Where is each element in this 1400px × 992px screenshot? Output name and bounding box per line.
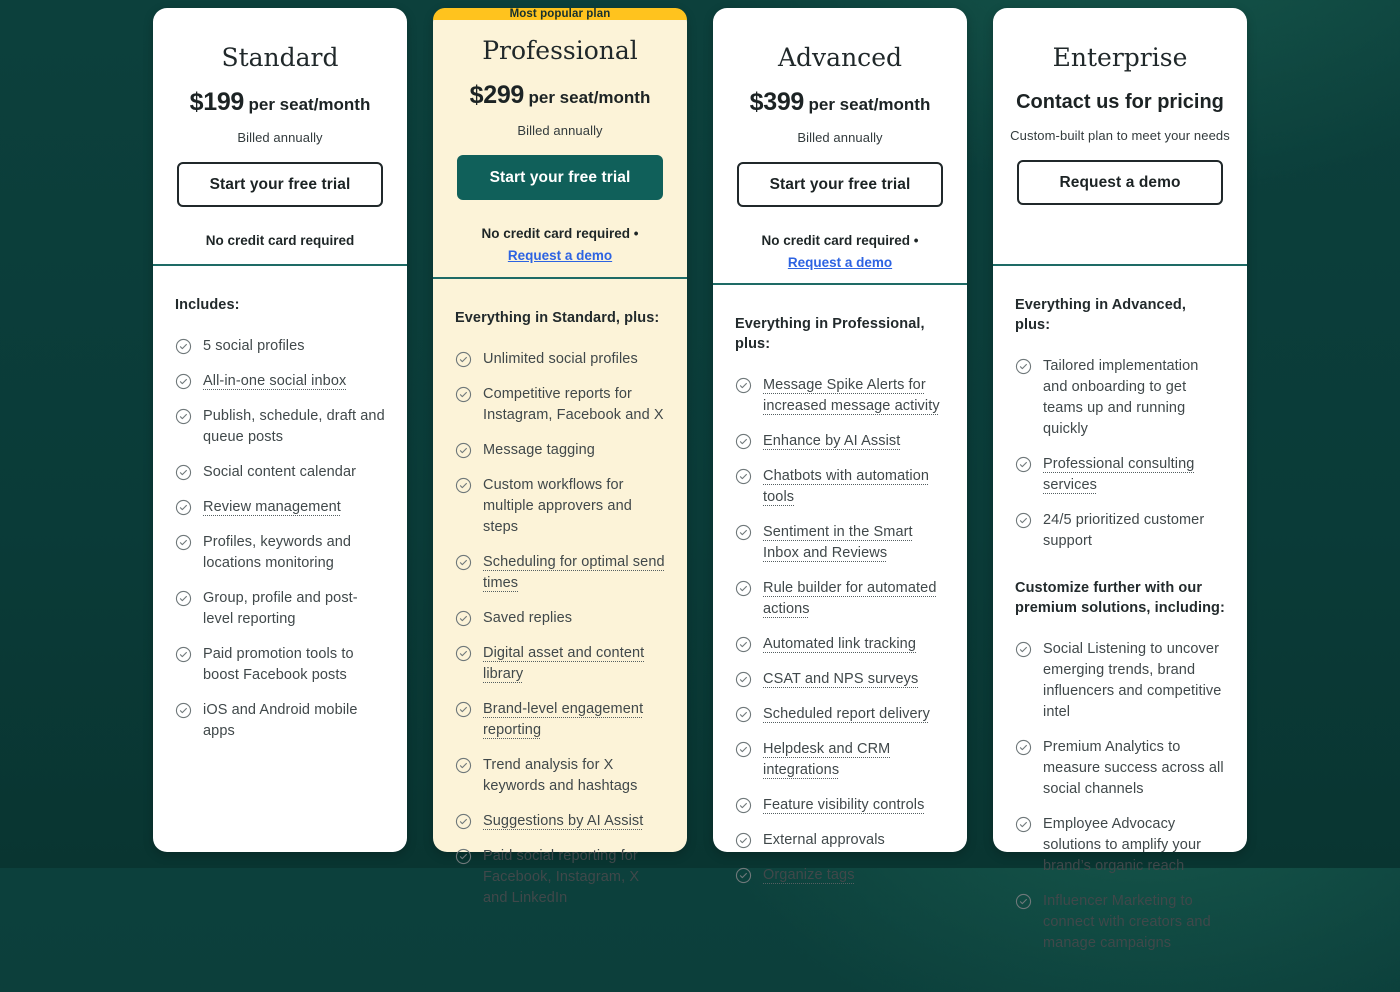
- check-circle-icon: [175, 464, 192, 483]
- feature-term-tooltip[interactable]: CSAT and NPS surveys: [763, 671, 919, 687]
- feature-term-tooltip[interactable]: Feature visibility controls: [763, 797, 925, 813]
- feature-item: [735, 795, 945, 816]
- contact-pricing-label: Contact us for pricing: [1016, 91, 1224, 113]
- feature-item: [175, 497, 385, 518]
- billing-note: Billed annually: [237, 130, 323, 145]
- start-free-trial-button[interactable]: Start your free trial: [177, 162, 383, 207]
- price-suffix: per seat/month: [528, 88, 651, 107]
- feature-item: [735, 466, 945, 508]
- feature-item: [735, 669, 945, 690]
- feature-item: [455, 384, 665, 426]
- professional-header: [433, 20, 687, 279]
- premium-solutions-header: Customize further with our premium solutions, including:: [1015, 580, 1225, 616]
- feature-item: [735, 865, 945, 886]
- no-credit-card-note: No credit card required •: [481, 226, 639, 241]
- feature-item: [455, 643, 665, 685]
- enterprise-header: [993, 8, 1247, 266]
- feature-term-tooltip[interactable]: All-in-one social inbox: [203, 373, 347, 389]
- start-free-trial-button[interactable]: Start your free trial: [457, 155, 663, 200]
- check-circle-icon: [455, 813, 472, 832]
- feature-list: [455, 349, 665, 909]
- feature-item: [735, 431, 945, 452]
- feature-item: [175, 532, 385, 574]
- check-circle-icon: [1015, 456, 1032, 496]
- feature-term-tooltip[interactable]: Review management: [203, 499, 341, 515]
- features-header: Everything in Advanced, plus:: [1015, 297, 1186, 333]
- feature-term-tooltip[interactable]: Suggestions by AI Assist: [483, 813, 644, 829]
- check-circle-icon: [455, 477, 472, 538]
- feature-item: [455, 475, 665, 538]
- plan-title: Standard: [221, 43, 339, 72]
- feature-item: [455, 552, 665, 594]
- check-circle-icon: [455, 701, 472, 741]
- feature-list: [735, 375, 945, 886]
- features-header: Everything in Professional, plus:: [735, 316, 925, 352]
- feature-text: Custom workflows for multiple approvers and steps: [483, 477, 632, 535]
- feature-term-tooltip[interactable]: Sentiment in the Smart Inbox and Reviews: [763, 524, 913, 561]
- feature-text: Unlimited social profiles: [483, 351, 638, 367]
- enterprise-features: [993, 266, 1247, 992]
- most-popular-badge: Most popular plan: [433, 8, 687, 20]
- feature-item: [735, 704, 945, 725]
- feature-item: [455, 699, 665, 741]
- feature-text: Competitive reports for Instagram, Facebook and X: [483, 386, 664, 423]
- feature-text: Saved replies: [483, 610, 573, 626]
- feature-item: [175, 462, 385, 483]
- feature-item: [455, 846, 665, 909]
- feature-item: [1015, 356, 1225, 440]
- check-circle-icon: [735, 377, 752, 417]
- feature-item: [1015, 639, 1225, 723]
- features-header: Includes:: [175, 297, 240, 313]
- check-circle-icon: [455, 848, 472, 909]
- feature-text: Message tagging: [483, 442, 595, 458]
- check-circle-icon: [455, 442, 472, 461]
- feature-item: [175, 700, 385, 742]
- feature-text: Social content calendar: [203, 464, 357, 480]
- feature-item: [1015, 891, 1225, 954]
- no-credit-card-note: No credit card required •: [761, 233, 919, 248]
- check-circle-icon: [455, 645, 472, 685]
- start-free-trial-button[interactable]: Start your free trial: [737, 162, 943, 207]
- feature-text: Employee Advocacy solutions to amplify your brand’s organic reach: [1043, 816, 1202, 874]
- plan-title: Advanced: [778, 43, 902, 72]
- feature-term-tooltip[interactable]: Helpdesk and CRM integrations: [763, 741, 891, 778]
- plan-card-advanced: [713, 8, 967, 883]
- feature-item: [735, 830, 945, 851]
- feature-item: [1015, 737, 1225, 800]
- feature-text: Publish, schedule, draft and queue posts: [203, 408, 385, 445]
- feature-text: External approvals: [763, 832, 885, 848]
- feature-term-tooltip[interactable]: Scheduling for optimal send times: [483, 554, 665, 591]
- standard-features: [153, 266, 407, 780]
- check-circle-icon: [1015, 893, 1032, 954]
- feature-text: Premium Analytics to measure success across all social channels: [1043, 739, 1224, 797]
- check-circle-icon: [175, 590, 192, 630]
- request-demo-link[interactable]: Request a demo: [787, 255, 893, 270]
- plan-title: Enterprise: [1052, 43, 1188, 72]
- check-circle-icon: [455, 386, 472, 426]
- feature-term-tooltip[interactable]: Digital asset and content library: [483, 645, 645, 682]
- check-circle-icon: [735, 580, 752, 620]
- feature-term-tooltip[interactable]: Message Spike Alerts for increased message activity: [763, 377, 940, 414]
- price-amount: $199: [189, 88, 245, 116]
- billing-note: Billed annually: [517, 123, 603, 138]
- feature-text: Paid social reporting for Facebook, Instagram, X and LinkedIn: [483, 848, 640, 906]
- feature-item: [455, 608, 665, 629]
- no-credit-card-note: No credit card required: [205, 233, 355, 248]
- price-amount: $299: [469, 81, 525, 109]
- check-circle-icon: [1015, 641, 1032, 723]
- check-circle-icon: [175, 499, 192, 518]
- check-circle-icon: [735, 741, 752, 781]
- feature-text: Influencer Marketing to connect with creators and manage campaigns: [1043, 893, 1211, 951]
- feature-text: Social Listening to uncover emerging trends, brand influencers and competitive intel: [1043, 641, 1222, 720]
- feature-item: [175, 336, 385, 357]
- check-circle-icon: [735, 797, 752, 816]
- feature-text: Profiles, keywords and locations monitoring: [203, 534, 352, 571]
- feature-text: Trend analysis for X keywords and hashtags: [483, 757, 638, 794]
- advanced-features: [713, 285, 967, 924]
- custom-plan-note: Custom-built plan to meet your needs: [1010, 128, 1230, 143]
- feature-term-tooltip[interactable]: Professional consulting services: [1043, 456, 1195, 493]
- feature-term-tooltip[interactable]: Rule builder for automated actions: [763, 580, 937, 617]
- feature-term-tooltip[interactable]: Chatbots with automation tools: [763, 468, 930, 505]
- check-circle-icon: [735, 832, 752, 851]
- check-circle-icon: [1015, 358, 1032, 440]
- feature-item: [1015, 454, 1225, 496]
- check-circle-icon: [175, 338, 192, 357]
- feature-list: [175, 336, 385, 742]
- check-circle-icon: [735, 636, 752, 655]
- price-row: [190, 87, 371, 121]
- feature-term-tooltip[interactable]: Scheduled report delivery: [763, 706, 930, 722]
- request-demo-button[interactable]: Request a demo: [1017, 160, 1223, 205]
- check-circle-icon: [175, 646, 192, 686]
- feature-text: Paid promotion tools to boost Facebook posts: [203, 646, 354, 683]
- feature-item: [175, 406, 385, 448]
- feature-list: [1015, 639, 1225, 954]
- check-circle-icon: [735, 524, 752, 564]
- features-header: Everything in Standard, plus:: [455, 310, 660, 326]
- price-row: [470, 80, 651, 114]
- advanced-header: [713, 8, 967, 285]
- check-circle-icon: [735, 433, 752, 452]
- feature-item: [735, 375, 945, 417]
- feature-item: [735, 634, 945, 655]
- check-circle-icon: [1015, 512, 1032, 552]
- check-circle-icon: [735, 468, 752, 508]
- feature-text: 5 social profiles: [203, 338, 305, 354]
- feature-list: [1015, 356, 1225, 552]
- professional-features: [433, 279, 687, 947]
- feature-item: [455, 349, 665, 370]
- check-circle-icon: [175, 702, 192, 742]
- check-circle-icon: [175, 534, 192, 574]
- feature-term-tooltip[interactable]: Organize tags: [763, 867, 855, 883]
- check-circle-icon: [1015, 739, 1032, 800]
- price-suffix: per seat/month: [248, 95, 371, 114]
- feature-item: [455, 811, 665, 832]
- price-amount: $399: [749, 88, 805, 116]
- price-row: [1016, 87, 1224, 119]
- feature-item: [455, 755, 665, 797]
- plan-card-professional: [433, 8, 687, 906]
- feature-text: 24/5 prioritized customer support: [1043, 512, 1205, 549]
- check-circle-icon: [455, 351, 472, 370]
- feature-item: [175, 371, 385, 392]
- price-row: [750, 87, 931, 121]
- plan-title: Professional: [482, 36, 638, 65]
- feature-term-tooltip[interactable]: Enhance by AI Assist: [763, 433, 901, 449]
- check-circle-icon: [455, 757, 472, 797]
- feature-text: iOS and Android mobile apps: [203, 702, 358, 739]
- request-demo-link[interactable]: Request a demo: [507, 248, 613, 263]
- feature-text: Tailored implementation and onboarding to get teams up and running quickly: [1043, 358, 1199, 437]
- plan-card-enterprise: [993, 8, 1247, 951]
- feature-term-tooltip[interactable]: Automated link tracking: [763, 636, 917, 652]
- feature-item: [1015, 510, 1225, 552]
- check-circle-icon: [455, 554, 472, 594]
- price-suffix: per seat/month: [808, 95, 931, 114]
- feature-item: [735, 739, 945, 781]
- feature-item: [735, 578, 945, 620]
- feature-item: [455, 440, 665, 461]
- billing-note: Billed annually: [797, 130, 883, 145]
- check-circle-icon: [735, 867, 752, 886]
- plan-card-standard: [153, 8, 407, 852]
- check-circle-icon: [175, 373, 192, 392]
- check-circle-icon: [455, 610, 472, 629]
- feature-term-tooltip[interactable]: Brand-level engagement reporting: [483, 701, 644, 738]
- feature-item: [735, 522, 945, 564]
- check-circle-icon: [735, 671, 752, 690]
- feature-item: [175, 644, 385, 686]
- standard-header: [153, 8, 407, 266]
- feature-text: Group, profile and post-level reporting: [203, 590, 358, 627]
- check-circle-icon: [735, 706, 752, 725]
- check-circle-icon: [175, 408, 192, 448]
- feature-item: [175, 588, 385, 630]
